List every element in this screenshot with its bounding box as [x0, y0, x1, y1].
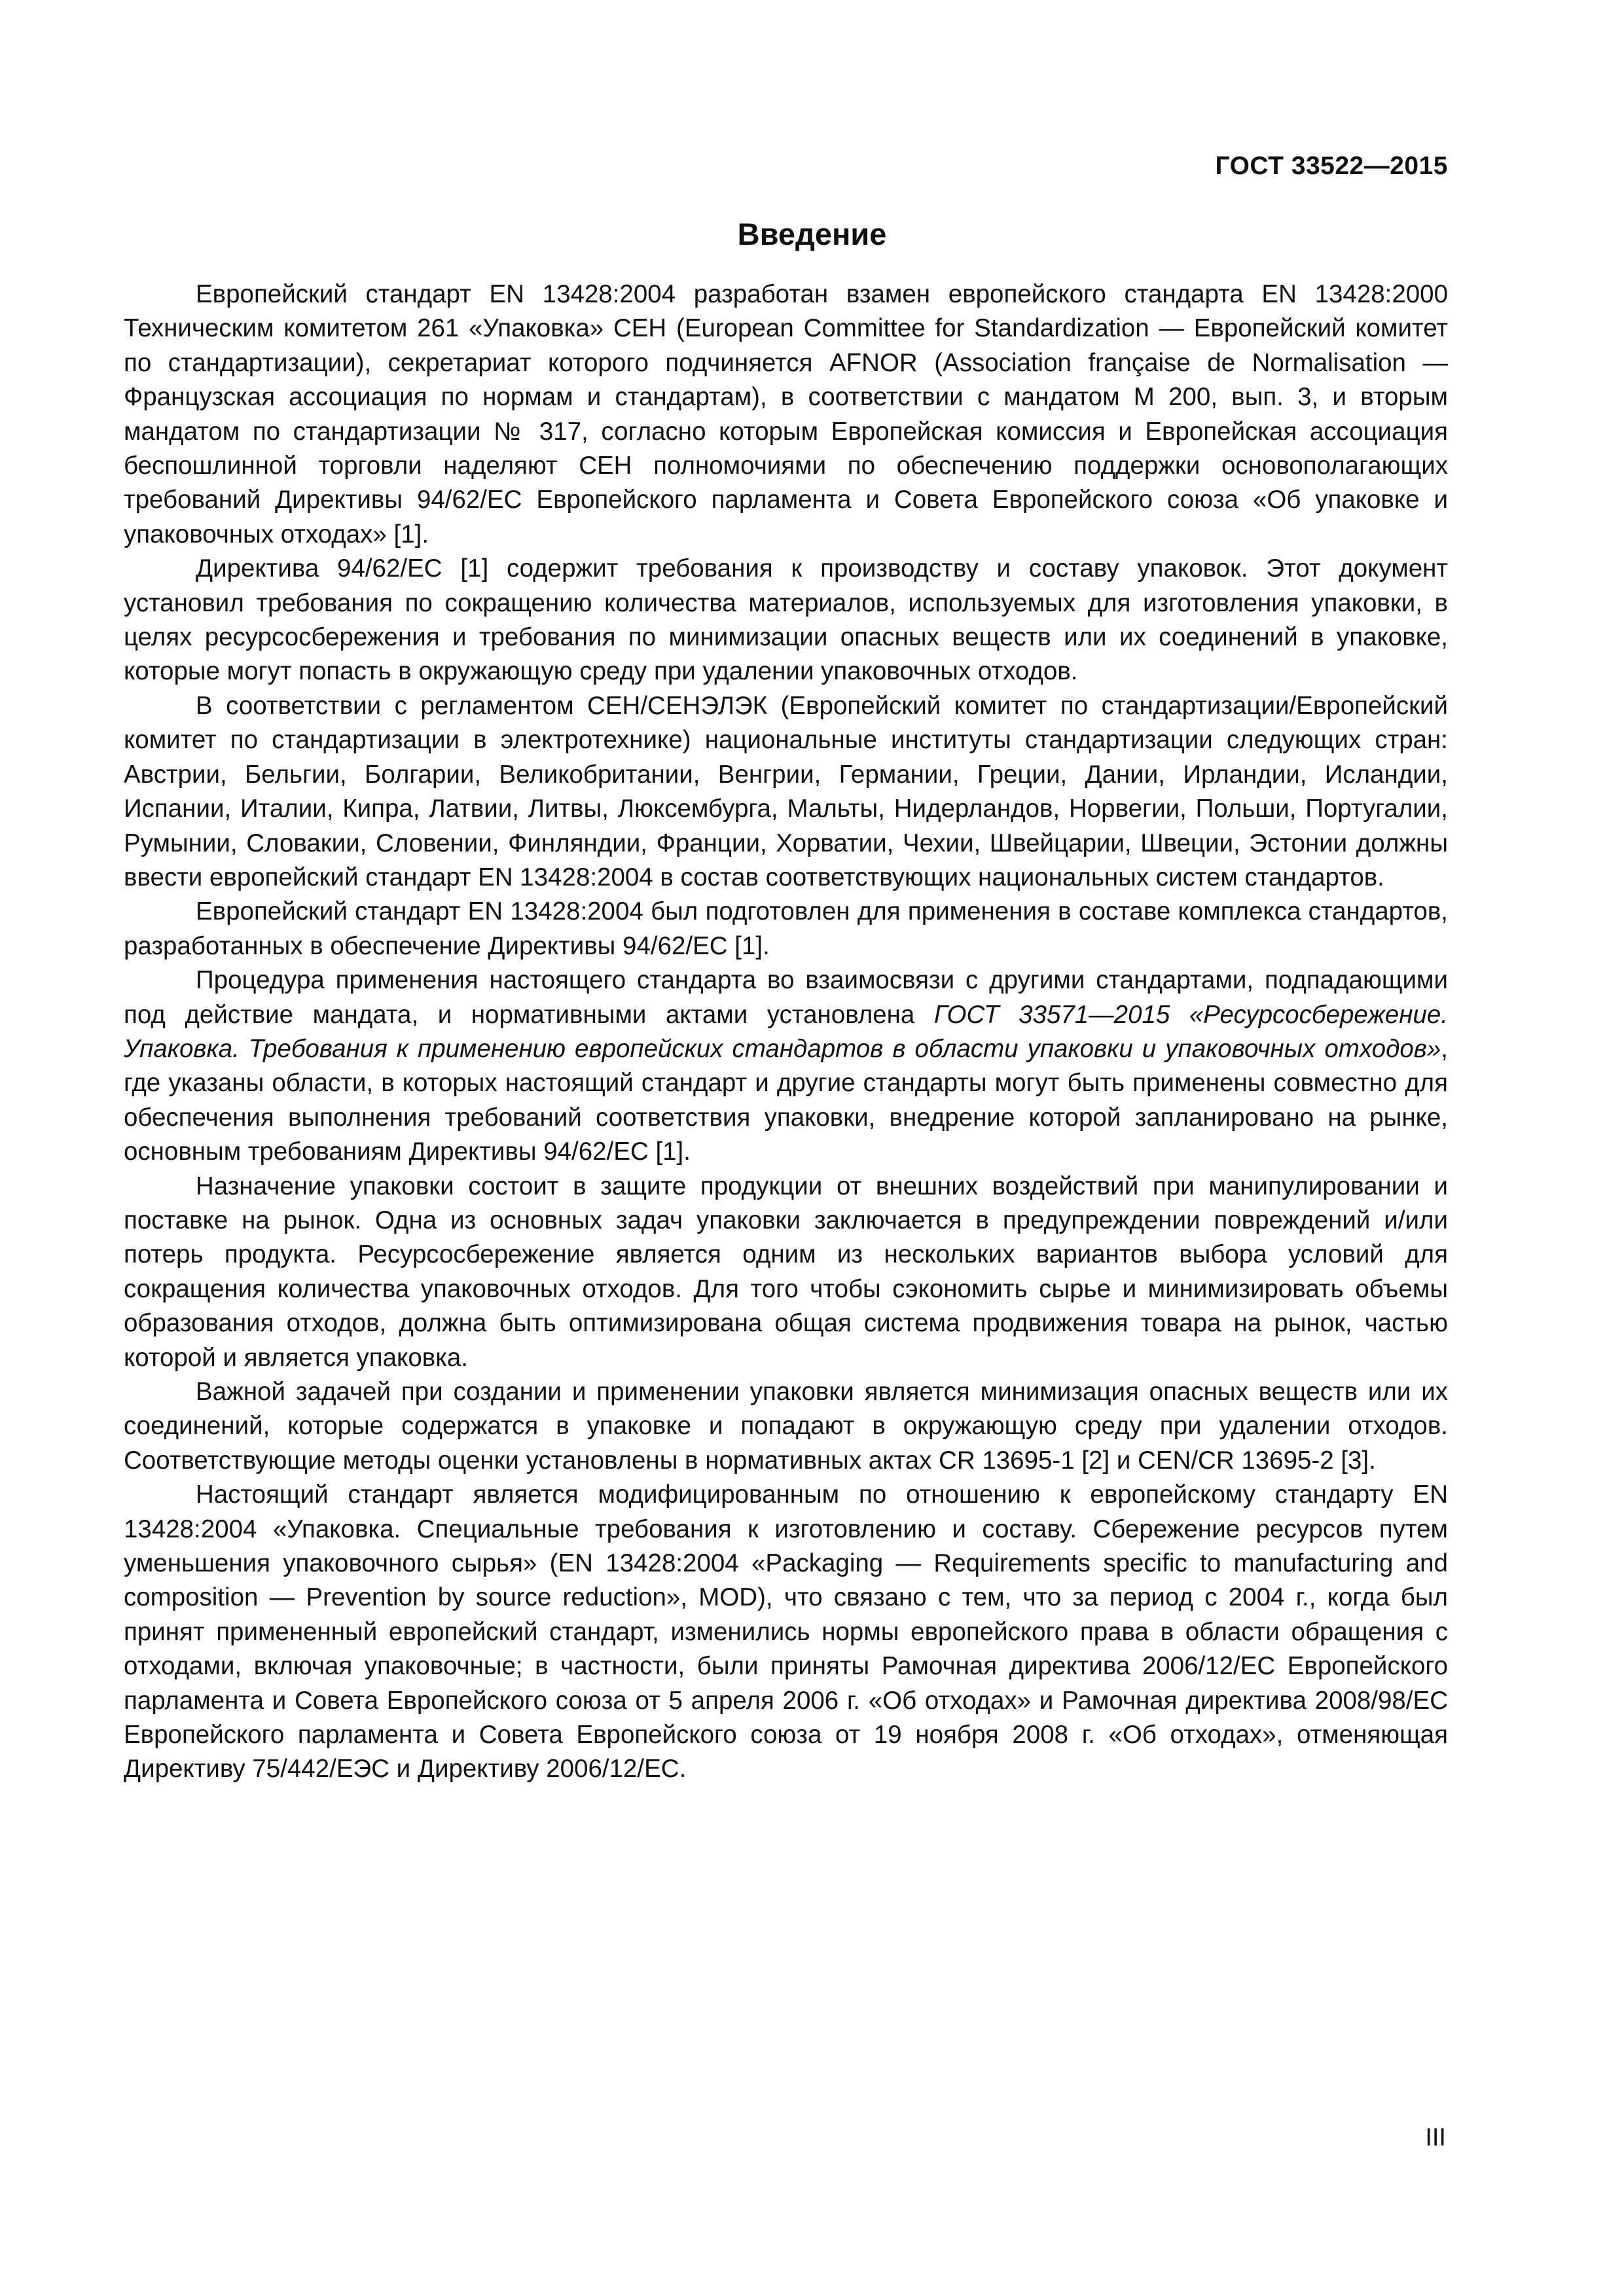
- paragraph-6: Назначение упаковки состоит в защите продукции от внешних воздействий при манипулировании и поставке на рынок. Одна из основных задач упаковки заключается в предупреждении повреждений и/или потерь продукта. Ресурсосбережение является одним из нескольких вариантов выбора условий для сокращения количества упаковочных отходов. Для того чтобы сэкономить сырье и минимизировать объемы образования отходов, должна быть оптимизирована общая система продвижения товара на рынок, частью которой и является упаковка.: [124, 1172, 1448, 1372]
- paragraph-5: [124, 963, 1448, 1169]
- paragraph-2: Директива 94/62/ЕС [1] содержит требования к производству и составу упаковок. Этот документ установил требования по сокращению количества материалов, используемых для изготовления упаковки, в целях ресурсосбережения и требования по минимизации опасных веществ или их соединений в упаковке, которые могут попасть в окружающую среду при удалении упаковочных отходов.: [124, 554, 1448, 686]
- section-title: Введение: [737, 217, 887, 251]
- page-number: III: [1425, 2124, 1446, 2151]
- introduction-body: [124, 278, 1448, 1787]
- paragraph-5-tail: , где указаны области, в которых настоящий стандарт и другие стандарты могут быть применены совместно для обеспечения выполнения требований соответствия упаковки, внедрение которой запланировано на рынке, основным требованиям Директивы 94/62/ЕС [1].: [124, 1034, 1448, 1166]
- paragraph-7: Важной задачей при создании и применении упаковки является минимизация опасных веществ или их соединений, которые содержатся в упаковке и попадают в окружающую среду при удалении отходов. Соответствующие методы оценки установлены в нормативных актах CR 13695-1 [2] и CEN/CR 13695-2 [3].: [124, 1378, 1448, 1475]
- referenced-standard-title: ГОСТ 33571—2015 «Ресурсосбережение. Упаковка. Требования к применению европейских стандартов в области упаковки и упаковочных отходов»: [124, 1000, 1448, 1063]
- paragraph-3: В соответствии с регламентом СЕН/СЕНЭЛЭК (Европейский комитет по стандартизации/Европейский комитет по стандартизации в электротехнике) национальные институты стандартизации следующих стран: Австрии, Бельгии, Болгарии, Великобритании, Венгрии, Германии, Греции, Дании, Ирландии, Исландии, Испании, Италии, Кипра, Латвии, Литвы, Люксембурга, Мальты, Нидерландов, Норвегии, Польши, Португалии, Румынии, Словакии, Словении, Финляндии, Франции, Хорватии, Чехии, Швейцарии, Швеции, Эстонии должны ввести европейский стандарт EN 13428:2004 в состав соответствующих национальных систем стандартов.: [124, 691, 1448, 891]
- paragraph-5-lead: Процедура применения настоящего стандарта во взаимосвязи с другими стандартами, подпадающими под действие мандата, и нормативными актами установлена: [124, 966, 1448, 1029]
- document-code-header: ГОСТ 33522—2015: [1215, 152, 1448, 180]
- paragraph-4: Европейский стандарт EN 13428:2004 был подготовлен для применения в составе комплекса стандартов, разработанных в обеспечение Директивы 94/62/ЕС [1].: [124, 897, 1448, 960]
- paragraph-8: Настоящий стандарт является модифицированным по отношению к европейскому стандарту EN 13428:2004 «Упаковка. Специальные требования к изготовлению и составу. Сбережение ресурсов путем уменьшения упаковочного сырья» (EN 13428:2004 «Packaging — Requirements specific to manufacturing and composition — Prevention by source reduction», MOD), что связано с тем, что за период с 2004 г., когда был принят примененный европейский стандарт, изменились нормы европейского права в области обращения с отходами, включая упаковочные; в частности, были приняты Рамочная директива 2006/12/ЕС Европейского парламента и Совета Европейского союза от 5 апреля 2006 г. «Об отходах» и Рамочная директива 2008/98/ЕС Европейского парламента и Совета Европейского союза от 19 ноября 2008 г. «Об отходах», отменяющая Директиву 75/442/ЕЭС и Директиву 2006/12/ЕС.: [124, 1480, 1448, 1784]
- paragraph-1: Европейский стандарт EN 13428:2004 разработан взамен европейского стандарта EN 13428:2000 Техническим комитетом 261 «Упаковка» СЕН (European Committee for Standardization — Европейский комитет по стандартизации), секретариат которого подчиняется AFNOR (Association française de Normalisation — Французская ассоциация по нормам и стандартам), в соответствии с мандатом М 200, вып. 3, и вторым мандатом по стандартизации № 317, согласно которым Европейская комиссия и Европейская ассоциация беспошлинной торговли наделяют СЕН полномочиями по обеспечению поддержки основополагающих требований Директивы 94/62/ЕС Европейского парламента и Совета Европейского союза «Об упаковке и упаковочных отходах» [1].: [124, 280, 1448, 548]
